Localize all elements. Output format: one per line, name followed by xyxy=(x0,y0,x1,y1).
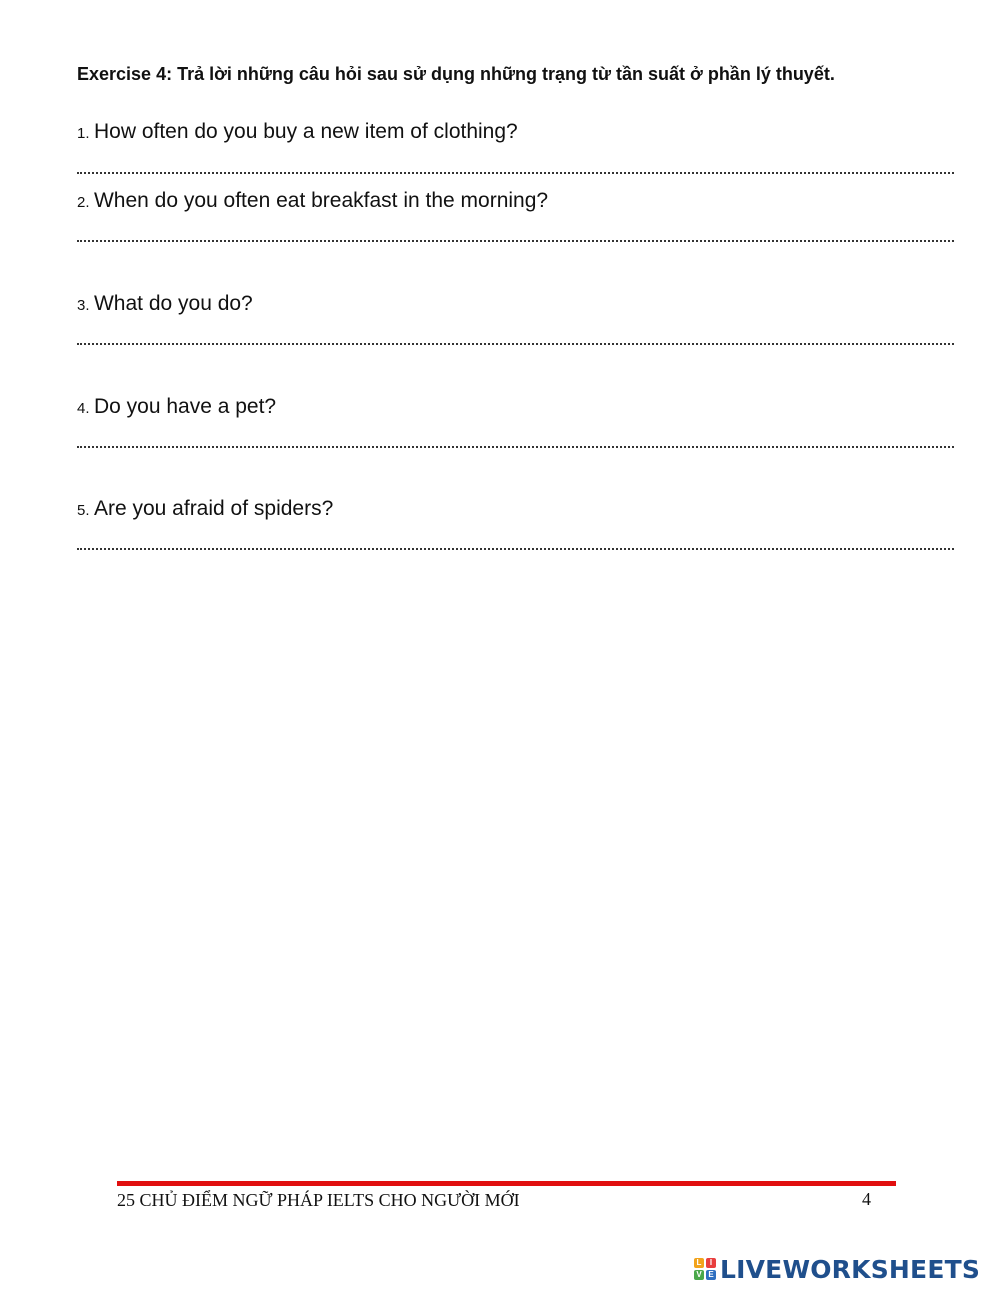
question-number: 4. xyxy=(77,400,90,417)
question-text: Are you afraid of spiders? xyxy=(93,497,334,520)
question-number: 3. xyxy=(77,297,90,314)
footer-title: 25 CHỦ ĐIỂM NGỮ PHÁP IELTS CHO NGƯỜI MỚI xyxy=(117,1190,520,1210)
logo-tile: V xyxy=(694,1270,704,1280)
answer-line-5[interactable] xyxy=(77,548,954,550)
answer-line-3[interactable] xyxy=(77,343,954,345)
question-text: When do you often eat breakfast in the morning? xyxy=(93,189,549,212)
question-text: Do you have a pet? xyxy=(93,395,277,418)
question-text: How often do you buy a new item of clothing? xyxy=(93,120,518,143)
question-5 xyxy=(77,497,333,521)
question-number: 1. xyxy=(77,125,90,142)
answer-line-2[interactable] xyxy=(77,240,954,242)
exercise-title: Exercise 4: Trả lời những câu hỏi sau sử dụng những trạng từ tần suất ở phần lý thuyết. xyxy=(77,64,835,84)
answer-line-4[interactable] xyxy=(77,446,954,448)
question-number: 5. xyxy=(77,502,90,519)
question-4 xyxy=(77,395,276,419)
brand-name: LIVEWORKSHEETS xyxy=(720,1254,981,1284)
question-2 xyxy=(77,189,548,213)
page-number: 4 xyxy=(862,1189,871,1209)
question-text: What do you do? xyxy=(93,292,253,315)
question-3 xyxy=(77,292,253,316)
question-1 xyxy=(77,120,518,144)
logo-tile: L xyxy=(694,1258,704,1268)
question-number: 2. xyxy=(77,194,90,211)
liveworksheets-brand[interactable] xyxy=(694,1254,980,1284)
liveworksheets-logo-icon xyxy=(694,1258,716,1280)
answer-line-1[interactable] xyxy=(77,172,954,174)
logo-tile: I xyxy=(706,1258,716,1268)
footer-rule xyxy=(117,1181,896,1186)
logo-tile: E xyxy=(706,1270,716,1280)
